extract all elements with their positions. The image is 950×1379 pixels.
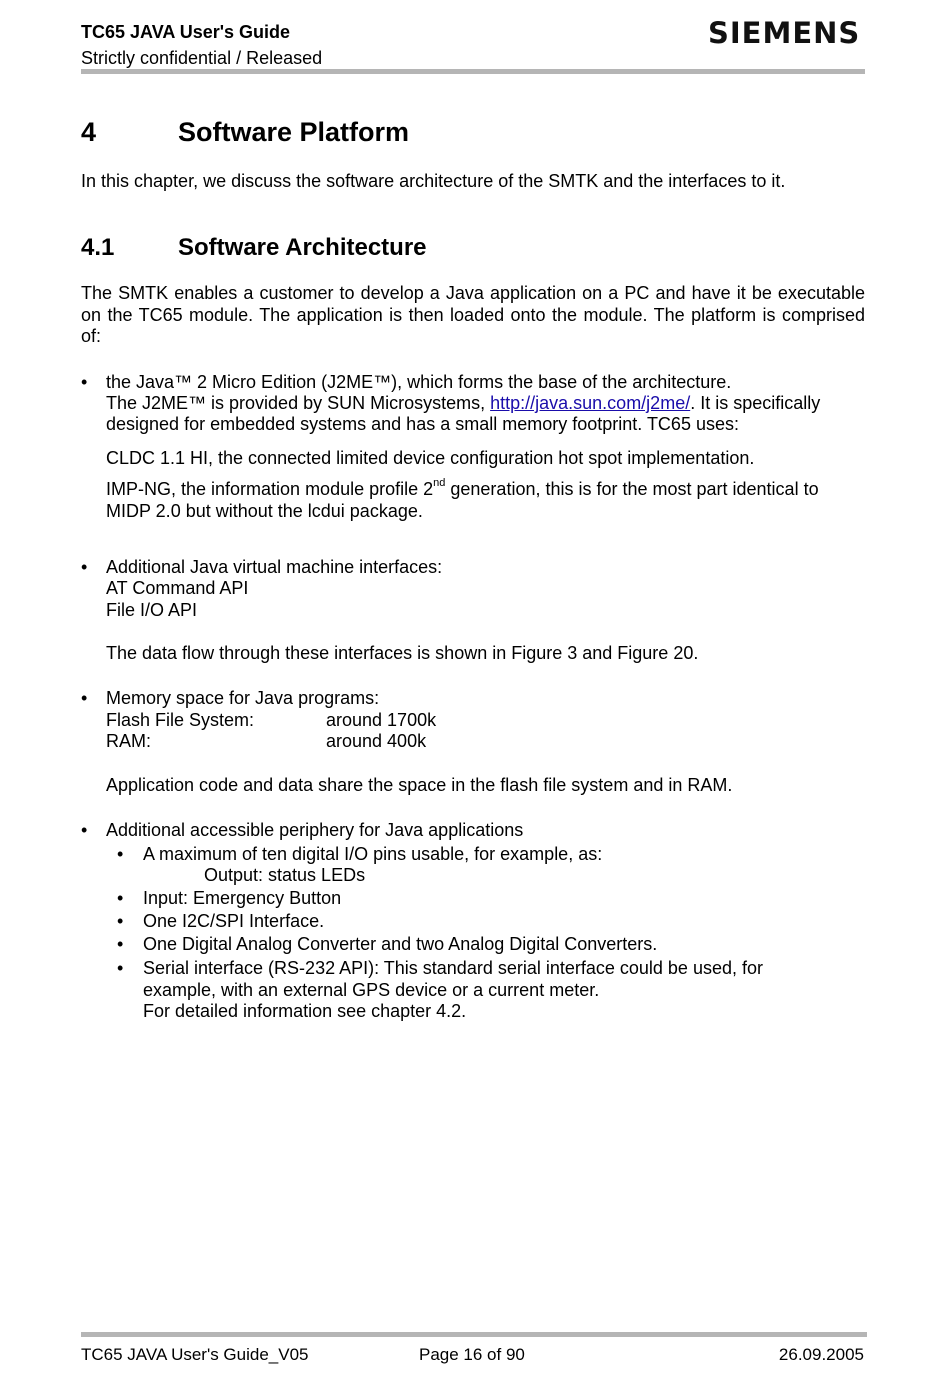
periphery-item: Serial interface (RS-232 API): This standard serial interface could be used, for	[143, 958, 763, 978]
bullet-marker: •	[81, 688, 88, 708]
interface-item: File I/O API	[106, 600, 198, 620]
interfaces-title: Additional Java virtual machine interfaces:	[106, 557, 443, 577]
cldc-line: CLDC 1.1 HI, the connected limited device configuration hot spot implementation.	[106, 448, 755, 468]
imp-superscript: nd	[433, 477, 446, 489]
periphery-item: Input: Emergency Button	[143, 888, 342, 908]
memory-value-ram: around 400k	[326, 731, 427, 751]
java-line-2-post: . It is specifically	[690, 393, 821, 413]
chapter-number: 4	[81, 117, 97, 147]
memory-label-flash: Flash File System:	[106, 710, 255, 730]
section-intro: The SMTK enables a customer to develop a Java application on a PC and have it be executable on the TC65 module. The application is then loaded onto the module. The platform is comprised of:	[81, 283, 865, 347]
java-line-3: designed for embedded systems and has a small memory footprint. TC65 uses:	[106, 414, 739, 434]
periphery-item-line-3: For detailed information see chapter 4.2.	[143, 1001, 467, 1021]
periphery-item: One I2C/SPI Interface.	[143, 911, 325, 931]
interfaces-note: The data flow through these interfaces is shown in Figure 3 and Figure 20.	[106, 643, 699, 663]
header-subtitle: Strictly confidential / Released	[81, 48, 323, 68]
section-number: 4.1	[81, 234, 115, 261]
section-title: Software Architecture	[178, 234, 427, 261]
bullet-marker: •	[81, 557, 88, 577]
sub-bullet-marker: •	[117, 844, 124, 864]
interface-item: AT Command API	[106, 578, 249, 598]
chapter-intro: In this chapter, we discuss the software architecture of the SMTK and the interfaces to it.	[81, 171, 786, 191]
memory-title: Memory space for Java programs:	[106, 688, 380, 708]
imp-pre: IMP-NG, the information module profile 2	[106, 479, 434, 499]
periphery-item-line-2: example, with an external GPS device or a current meter.	[143, 980, 600, 1000]
periphery-subitem: Output: status LEDs	[204, 865, 366, 885]
java-line-1: the Java™ 2 Micro Edition (J2ME™), which forms the base of the architecture.	[106, 372, 732, 392]
header-divider	[81, 69, 865, 74]
footer-page: Page 16 of 90	[419, 1345, 525, 1364]
sub-bullet-marker: •	[117, 911, 124, 931]
chapter-title: Software Platform	[178, 117, 410, 147]
memory-note: Application code and data share the space in the flash file system and in RAM.	[106, 775, 733, 795]
bullet-marker: •	[81, 820, 88, 840]
periphery-item: One Digital Analog Converter and two Analog Digital Converters.	[143, 934, 658, 954]
header-title: TC65 JAVA User's Guide	[81, 22, 291, 42]
imp-post: generation, this is for the most part identical to	[445, 479, 819, 499]
sub-bullet-marker: •	[117, 958, 124, 978]
footer-doc: TC65 JAVA User's Guide_V05	[81, 1345, 309, 1364]
sub-bullet-marker: •	[117, 888, 124, 908]
imp-line-2: MIDP 2.0 but without the lcdui package.	[106, 501, 423, 521]
java-line-2-pre: The J2ME™ is provided by SUN Microsystems,	[106, 393, 491, 413]
imp-line-1	[106, 479, 819, 501]
bullet-marker: •	[81, 372, 88, 392]
siemens-logo: SIEMENS	[708, 16, 861, 50]
footer-date: 26.09.2005	[778, 1345, 864, 1364]
periphery-item: A maximum of ten digital I/O pins usable, for example, as:	[143, 844, 603, 864]
sub-bullet-marker: •	[117, 934, 124, 954]
footer-divider	[81, 1332, 867, 1337]
j2me-link[interactable]: http://java.sun.com/j2me/	[490, 393, 691, 413]
memory-value-flash: around 1700k	[326, 710, 437, 730]
memory-label-ram: RAM:	[106, 731, 151, 751]
periphery-title: Additional accessible periphery for Java applications	[106, 820, 524, 840]
java-line-2	[106, 393, 865, 415]
